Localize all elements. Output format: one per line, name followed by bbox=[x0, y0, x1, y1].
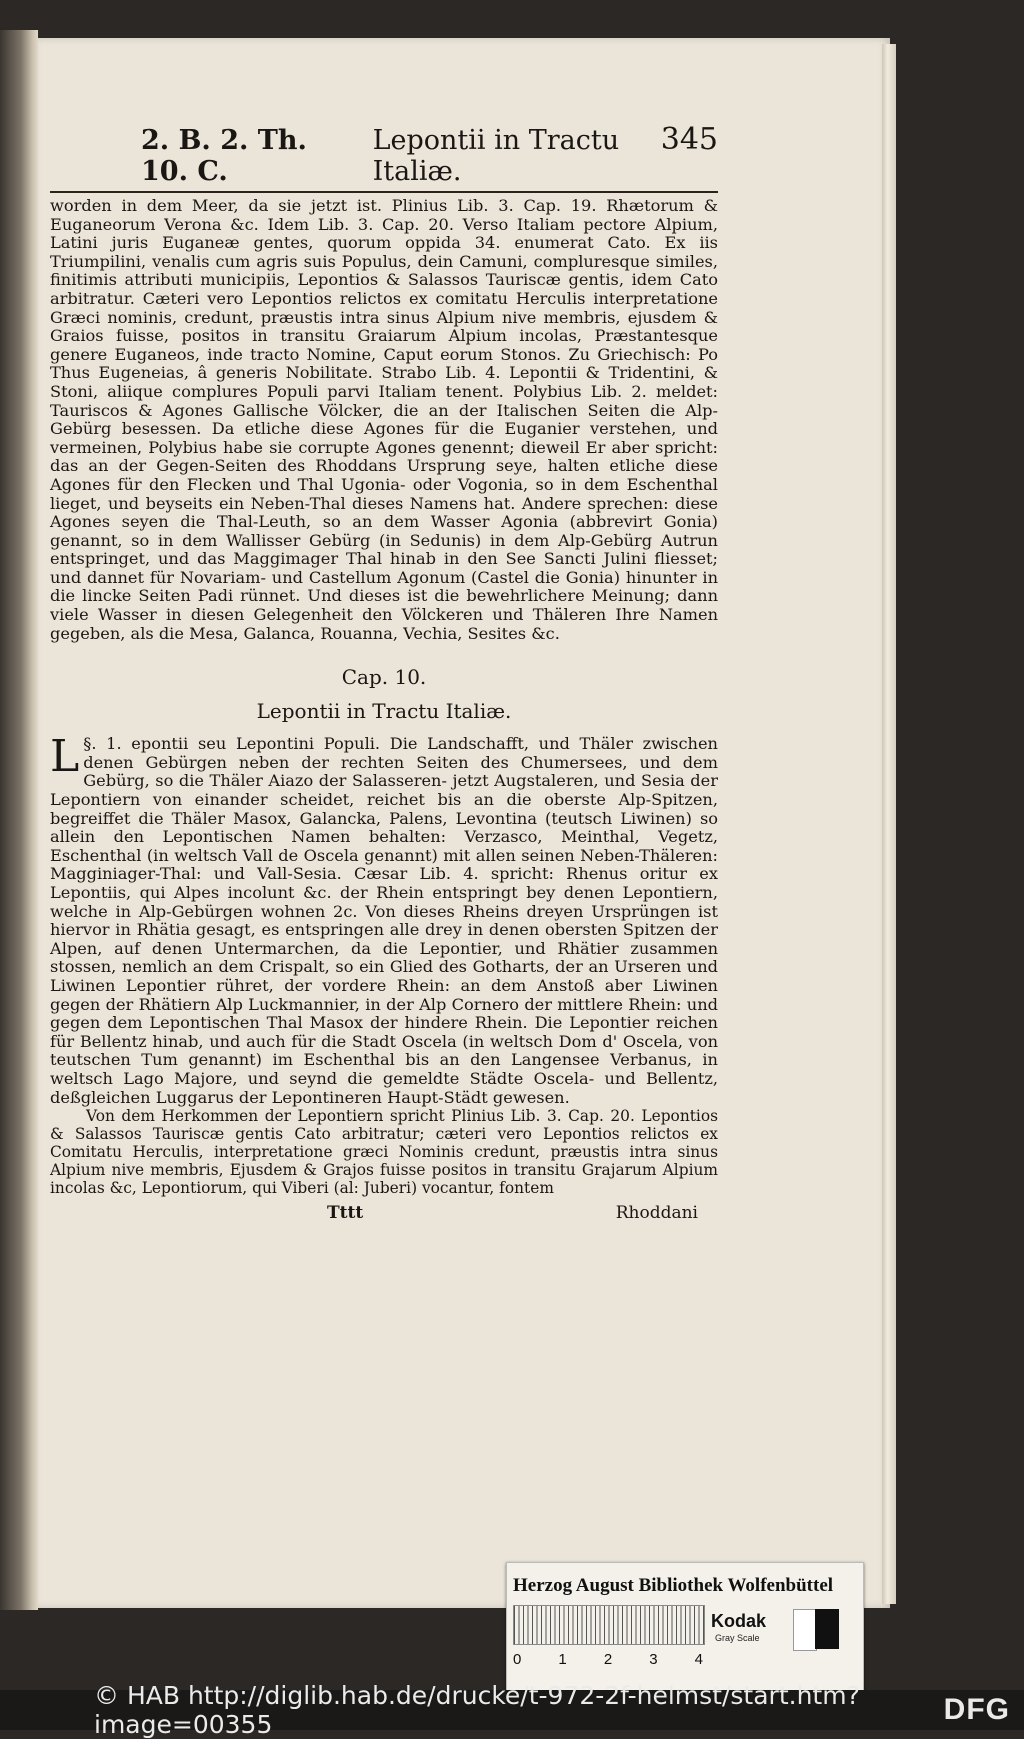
signature-mark: Tttt bbox=[327, 1203, 364, 1224]
catchword: Rhoddani bbox=[615, 1203, 698, 1224]
header-section-ref: 2. B. 2. Th. 10. C. bbox=[141, 125, 307, 187]
library-name: Herzog August Bibliothek Wolfenbüttel bbox=[513, 1575, 834, 1596]
scale-ruler bbox=[513, 1605, 705, 1645]
dfg-logo: DFG bbox=[943, 1693, 1010, 1726]
drop-capital: L bbox=[50, 731, 80, 783]
viewer-bottom-bar bbox=[0, 1681, 1024, 1739]
page-content bbox=[50, 122, 718, 1223]
body-text-block: worden in dem Meer, da sie jetzt ist. Plinius Lib. 3. Cap. 19. Rhætorum & Euganeorum Verona &c. Idem Lib. 3. Cap. 20. Verso Italiam pectore Alpium, Latini juris Euganeæ gentes, quorum oppida 34. enumerat Cato. Ex iis Triumpilini, venalis cum agris suis Populus, dein Camuni, compluresque similes, finitimis attributi municipiis, Lepontios & Salassos Tauriscæ gentis, idem Cato arbitratur. Cæteri vero Lepontios relictos ex comitatu Herculis interpretatione Græci nominis, credunt, præustis intra sinus Alpium nive membris, ejusdem & Graios fuisse, positos in transitu Graiarum Alpium incolas, Præstantesque genere Euganeos, inde tracto Nomine, Caput eorum Stonos. Zu Griechisch: Po Thus Eugeneias, â generis Nobilitate. Strabo Lib. 4. Lepontii & Tridentini, & Stoni, aliique complures Populi parvi Italiam tenent. Polybius Lib. 2. meldet: Tauriscos & Agones Gallische Völcker, die an der Italischen Seiten die Alp-Gebürg besessen. Da etliche diese Agones für die Euganier verstehen, und vermeinen, Polybius habe sie corrupte Agones genennt; dieweil Er aber spricht: das an der Gegen-Seiten des Rhoddans Ursprung seye, halten etliche diese Agones für den Flecken und Thal Ugonia- oder Vogonia, so in dem Eschenthal lieget, und beyseits ein Neben-Thal dieses Namens hat. Andere sprechen: diese Agones seyen die Thal-Leuth, so an dem Wasser Agonia (abbrevirt Gonia) genannt, so in dem Wallisser Gebürg (in Sedunis) in dem Alp-Gebürg Autrun entspringet, und das Maggimager Thal hinab in den See Sancti Julini fliesset; und dannet für Novariam- und Castellum Agonum (Castel die Gonia) hinunter in die lincke Seiten Padi rünnet. Und dieses ist die bewehrlichere Meinung; dann viele Wasser in diesen Gelegenheit den Völckeren und Thäleren Ihre Namen gegeben, als die Mesa, Galanca, Rouanna, Vechia, Sesites &c. bbox=[50, 196, 718, 643]
ruler-digit: 3 bbox=[649, 1651, 658, 1668]
ruler-digit: 4 bbox=[694, 1651, 703, 1668]
section-2 bbox=[50, 1107, 718, 1197]
page-edge bbox=[882, 44, 896, 1604]
running-header bbox=[50, 122, 718, 193]
book-spine bbox=[0, 30, 38, 1610]
ruler-digit: 2 bbox=[603, 1651, 613, 1668]
ruler-digit: 0 bbox=[513, 1651, 522, 1668]
source-url[interactable]: © HAB http://diglib.hab.de/drucke/t-972-2f-helmst/start.htm?image=00355 bbox=[94, 1681, 860, 1739]
black-patch bbox=[815, 1609, 839, 1649]
section-1-text: epontii seu Lepontini Populi. Die Landschafft, und Thäler zwischen denen Gebürgen neben der rechten Seiten des Chumersees, und dem Gebürg, so die Thäler Aiazo der Salasseren- jetzt Augstaleren, und Sesia der Lepontiern von einander scheidet, reichet bis an die oberste Alp-Spitzen, begreiffet die Thäler Masox, Galancka, Palens, Levontina (teutsch Liwinen) so allein den Lepontischen Namen behalten: Verzasco, Meinthal, Vegetz, Eschenthal (in weltsch Vall de Oscela genannt) mit allen seinen Neben-Thäleren: Magginiager-Thal: und Vall-Sesia. Cæsar Lib. 4. spricht: Rhenus oritur ex Lepontiis, qui Alpes incolunt &c. der Rhein entspringt bey denen Lepontiern, welche in Alp-Gebürgen wohnen 2c. Von dieses Rheins dreyen Ursprüngen ist hiervor in Rhätia gesagt, es entspringen alle drey in denen obersten Spitzen der Alpen, auf denen Untermarchen, da die Lepontier, und Rhätier zusammen stossen, nemlich an dem Crispalt, so ein Glied des Gotharts, der an Urseren und Liwinen Lepontier rühret, der vordere Rhein: an dem Anstoß aber Liwinen gegen der Rhätiern Alp Luckmannier, in der Alp Cornero der mittlere Rhein: und gegen dem Lepontischen Thal Masox der hindere Rhein. Die Lepontier reichen für Bellentz hinab, und auch für die Stadt Oscela (in weltsch Dom d' Oscela, von teutschen Tum genannt) im Eschenthal bis an den Langensee Verbanus, in weltsch Lago Majore, und seynd die gemeldte Städte Oscela- und Bellentz, deßgleichen Luggarus der Lepontineren Haupt-Städt gewesen. bbox=[50, 734, 718, 1107]
gray-scale-label: Gray Scale bbox=[715, 1633, 760, 1643]
section-2-text: Von dem Herkommen der Lepontiern spricht Plinius Lib. 3. Cap. 20. Lepontios & Salassos Tauriscæ gentis Cato arbitratur; cæteri vero Lepontios relictos ex Comitatu Herculis, interpretatione græci Nominis credunt, præustis intra sinus Alpium nive membris, Ejusdem & Grajos fuisse positos in transitu Grajarum Alpium incolas &c, Lepontiorum, qui Viberi (al: Juberi) vocantur, fontem bbox=[50, 1107, 718, 1198]
section-marker: §. 1. bbox=[83, 734, 122, 754]
kodak-label: Kodak bbox=[711, 1611, 767, 1631]
chapter-number: Cap. 10. bbox=[341, 665, 427, 690]
ruler-digits bbox=[513, 1651, 703, 1668]
section-1 bbox=[50, 731, 718, 1107]
body-paragraph bbox=[50, 197, 718, 643]
chapter-title: Lepontii in Tractu Italiæ. bbox=[256, 699, 512, 724]
white-patch bbox=[793, 1609, 817, 1651]
page-number: 345 bbox=[660, 122, 718, 157]
ruler-digit: 1 bbox=[558, 1651, 567, 1668]
header-title: Lepontii in Tractu Italiæ. bbox=[372, 125, 620, 187]
page-footer bbox=[50, 1203, 718, 1223]
